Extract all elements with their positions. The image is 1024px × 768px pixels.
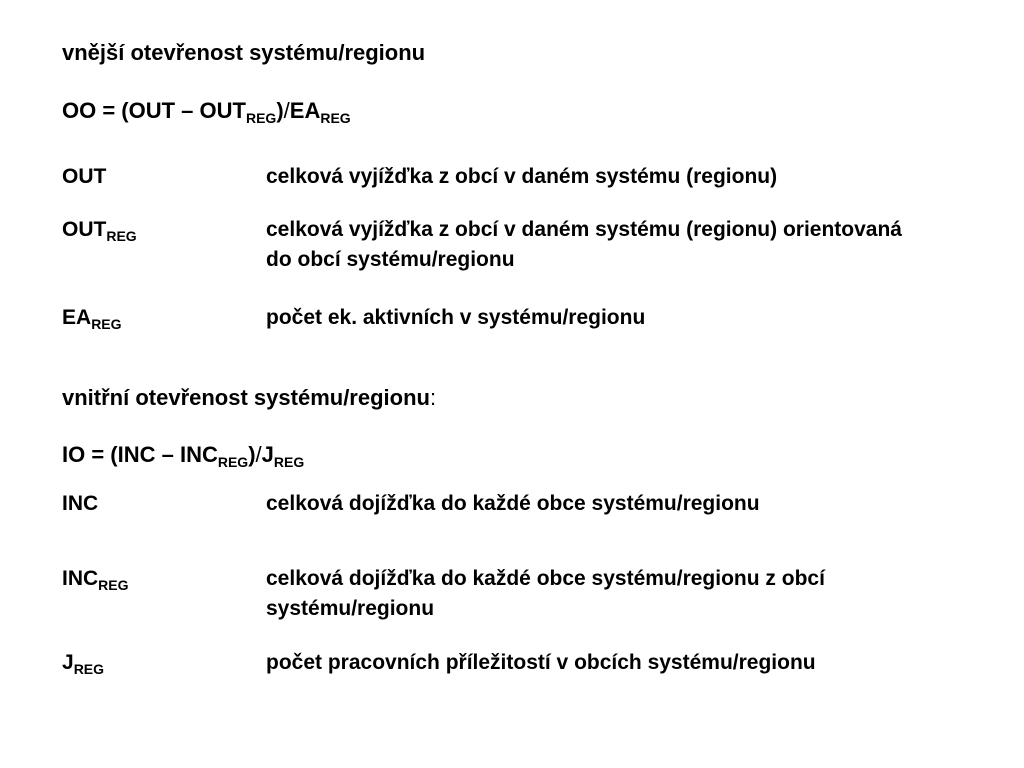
- definition-term-ea-reg: [62, 306, 122, 330]
- term-subscript: REG: [73, 661, 105, 677]
- term-text: INC: [62, 492, 99, 515]
- external-openness-heading: vnější otevřenost systému/regionu: [62, 40, 426, 65]
- formula-text: J: [261, 442, 274, 467]
- term-text: OUT: [62, 218, 107, 241]
- term-text: INC: [62, 567, 99, 590]
- formula-text: OO = (OUT – OUT: [62, 98, 246, 123]
- definition-description-j-reg: počet pracovních příležitostí v obcích systému/regionu: [266, 651, 816, 674]
- term-subscript: REG: [91, 316, 122, 332]
- formula-subscript: REG: [217, 454, 249, 470]
- definition-description-inc-reg: celková dojížďka do každé obce systému/regionu z obcí systému/regionu: [266, 567, 825, 620]
- heading-text: vnitřní otevřenost systému/regionu: [62, 385, 430, 410]
- term-subscript: REG: [106, 228, 137, 244]
- formula-subscript: REG: [273, 454, 305, 470]
- definition-description-ea-reg: počet ek. aktivních v systému/regionu: [266, 306, 646, 329]
- term-text: OUT: [62, 165, 107, 188]
- definition-term-out: [62, 165, 106, 189]
- term-text: J: [62, 651, 74, 674]
- formula-text: IO = (INC – INC: [62, 442, 218, 467]
- term-subscript: REG: [98, 577, 129, 593]
- term-text: EA: [62, 306, 92, 329]
- heading-colon: :: [429, 385, 437, 410]
- formula-text: EA: [289, 98, 321, 123]
- definition-term-inc-reg: [62, 567, 129, 591]
- definition-description-out-reg: celková vyjížďka z obcí v daném systému (regionu) orientovaná do obcí systému/regionu: [266, 218, 902, 271]
- definition-term-inc: [62, 492, 98, 516]
- formula-slash: /: [255, 442, 262, 467]
- formula-subscript: REG: [245, 110, 277, 126]
- definition-description-out: celková vyjížďka z obcí v daném systému (regionu): [266, 165, 778, 188]
- definition-term-j-reg: [62, 651, 104, 675]
- internal-openness-formula: [62, 442, 305, 470]
- formula-text: ): [276, 98, 284, 123]
- definition-description-inc: celková dojížďka do každé obce systému/regionu: [266, 492, 760, 515]
- formula-subscript: REG: [320, 110, 351, 126]
- internal-openness-heading: [62, 386, 436, 410]
- formula-text: ): [248, 442, 256, 467]
- definition-term-out-reg: [62, 218, 137, 242]
- external-openness-formula: [62, 98, 351, 126]
- formula-slash: /: [283, 98, 290, 123]
